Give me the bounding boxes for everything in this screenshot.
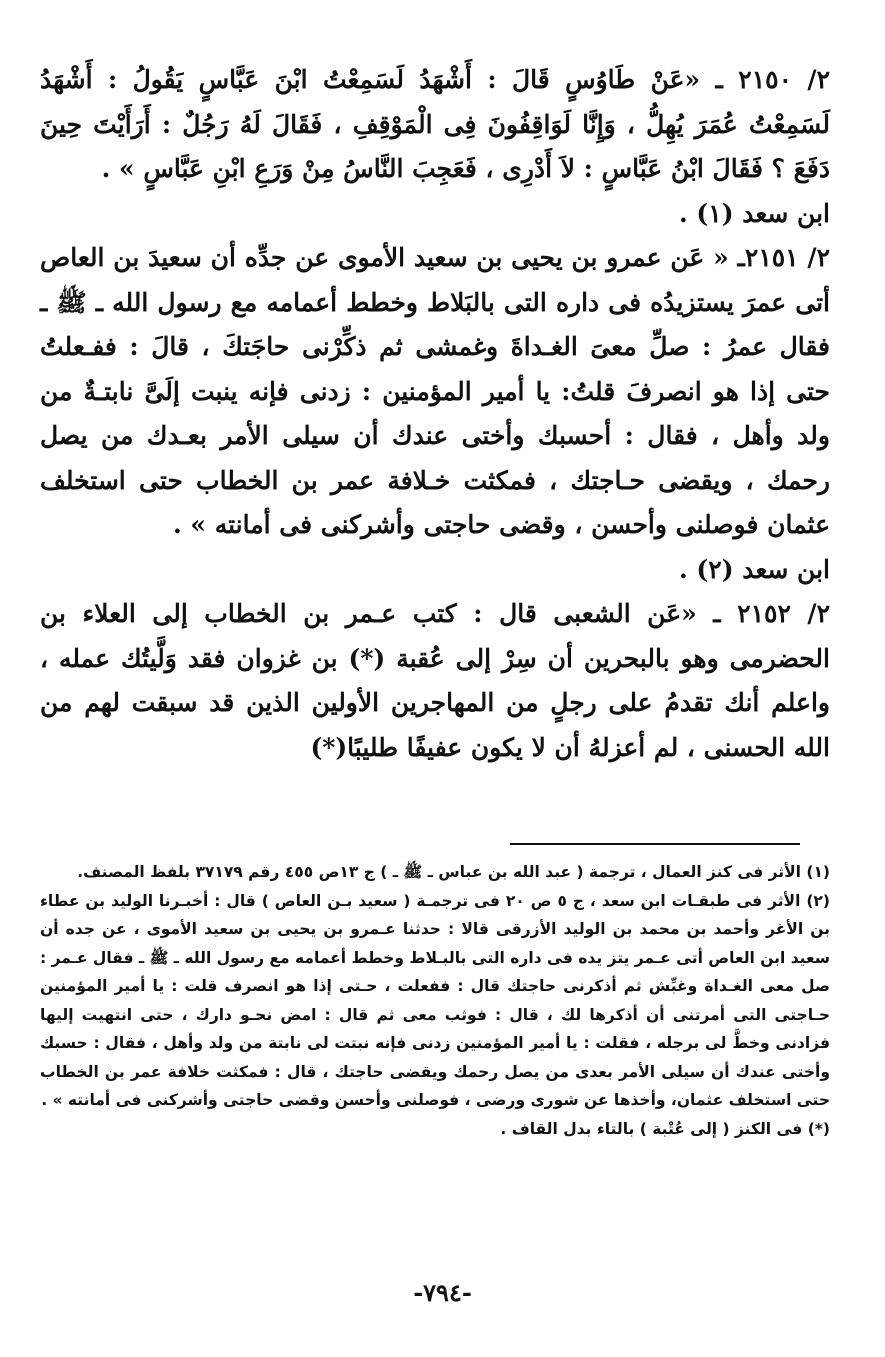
hadith-2151: ٢/ ٢١٥١ـ « عَن عمرو بن يحيى بن سعيد الأموى عن جدِّه أن سعيدَ بن العاص أتى عمرَ يستزيدُه فى داره التى بالبَلاط وخطط أعمامه مع رسول الله ـ ﷺ ـ فقال عمرُ : صلِّ معىَ الغـداةَ وغمشى ثم ذكِّرْنى حاجَتكَ ، قالَ : ففـعلتُ حتى إذا هو انصرفَ قلتُ: يا أمير المؤمنين : زدنى فإنه ينبت إلَىَّ نابتـةٌ من ولد وأهل ، فقال : أحسبك وأختى عندك أن سيلى الأمر بعـدك من يصل رحمك ، ويقضى حـاجتك ، فمكثت خـلافة عمر بن الخطاب حتى استخلف عثمان فوصلنى وأحسن ، وقضى حاجتى وأشركنى فى أمانته » . [40,243,830,539]
hadith-2150: ٢/ ٢١٥٠ ـ «عَنْ طَاوُسٍ قَالَ : أَشْهَدُ لَسَمِعْتُ ابْنَ عَبَّاسٍ يَقُولُ : أَشْهَدُ لَسَمِعْتُ عُمَرَ يُهِلُّ ، وَإِنَّا لَوَاقِفُونَ فِى الْمَوْقِفِ ، فَقَالَ لَهُ رَجُلٌ : أَرَأَيْتَ حِينَ دَفَعَ ؟ فَقَالَ ابْنُ عَبَّاسٍ : لاَ أَدْرِى ، فَعَجِبَ النَّاسُ مِنْ وَرَعِ ابْنِ عَبَّاسٍ » . [40,65,830,183]
footnote-1: (١) الأثر فى كنز العمال ، ترجمة ( عبد الله بن عباس ـ ﷺ ـ ) ج ١٣ص ٤٥٥ رقم ٣٧١٧٩ بلفظ المصنف. [77,863,830,881]
footnote-star: (*) فى الكنز ( إلى عُتْبة ) بالتاء بدل القاف . [500,1119,830,1138]
main-text [40,58,830,770]
footnote-divider [510,843,800,845]
source-ibn-saad-1: ابن سعد (١) . [679,198,830,228]
footnotes [40,858,830,1143]
hadith-2152: ٢/ ٢١٥٢ ـ «عَن الشعبى قال : كتب عـمر بن الخطاب إلى العلاء بن الحضرمى وهو بالبحرين أن سِرْ إلى عُقبة (*) بن غزوان فقد وَلَّيتُك عمله ، واعلم أنك تقدمُ على رجلٍ من المهاجرين الأولين الذين قد سبقت لهم من الله الحسنى ، لم أعزلهُ أن لا يكون عفيفًا طليبًا(*) [40,599,830,762]
page-number: -٧٩٤- [413,1278,472,1307]
footnote-2: (٢) الأثر فى طبقـات ابن سعد ، ج ٥ ص ٢٠ فى ترجمـة ( سعيد بـن العاص ) قال : أخبـرنا الوليد بن عطاء بن الأغر وأحمد بن محمد بن الوليد الأزرقى قالا : حدثنا عـمرو بن يحيى بن سعيد الأموى ، عن جده أن سعيد ابن العاص أتى عـمر يتز يده فى داره التى بالبـلاط وخطط أعمامه مع رسول الله ـ ﷺ ـ فقال عـمر : صل معى الغـداة وغبِّش ثم أذكرنى حاجتك قال : ففعلت ، حـتى إذا هو انصرف قلت : يا أمير المؤمنين حـاجتى التى أمرتنى أن أذكرها لك ، قال : فوثب معى ثم قال : امض نحـو دارك ، حتى انتهيت إليها فزادنى وخطَّ لى برجله ، فقلت : يا أمير المؤمنين زدنى فإنه نبتت لى نابتة من ولد وأهل ، فقال : حسبك وأختى عندك أن سيلى الأمر بعدى من يصل رحمك ويقضى حاجتك ، قال : فمكثت خلافة عمر بن الخطاب حتى استخلف عثمان، وأخذها عن شورى ورضى ، فوصلنى وأحسن وقضى حاجتى وأشركنى فى أمانته » . [40,891,830,1109]
source-ibn-saad-2: ابن سعد (٢) . [679,554,830,584]
